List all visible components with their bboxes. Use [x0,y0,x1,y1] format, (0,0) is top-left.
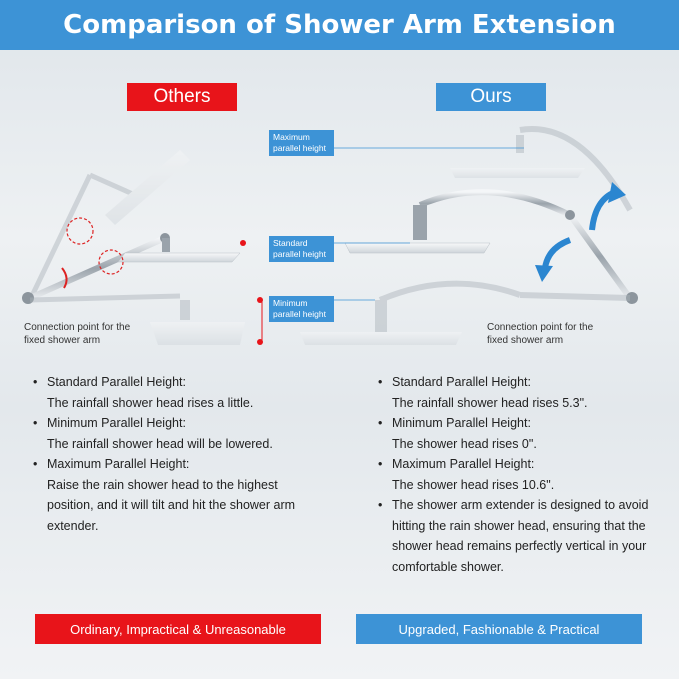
list-item: • Standard Parallel Height: The rainfall shower head rises 5.3". [378,372,658,413]
others-verdict-banner: Ordinary, Impractical & Unreasonable [35,614,321,644]
ours-verdict-banner: Upgraded, Fashionable & Practical [356,614,642,644]
list-item: • Minimum Parallel Height: The shower head rises 0". [378,413,658,454]
right-connection-caption: Connection point for the fixed shower arm [487,322,594,346]
list-item: • Maximum Parallel Height: Raise the rain shower head to the highest position, and it will tilt and hit the shower arm extender. [33,454,323,536]
list-item: • Minimum Parallel Height: The rainfall shower head will be lowered. [33,413,323,454]
list-item: • Standard Parallel Height: The rainfall shower head rises a little. [33,372,323,413]
others-feature-list [33,372,323,536]
others-faded-max-arm [30,150,190,300]
tag-min-parallel-height: Minimum parallel height [269,296,334,322]
page-title: Comparison of Shower Arm Extension [0,0,679,50]
list-item: • The shower arm extender is designed to avoid hitting the rain shower head, ensuring that the shower head remains perfectly vertical in your comfortable shower. [378,495,658,577]
others-label: Others [127,83,237,111]
left-connection-caption: Connection point for the fixed shower arm [24,322,131,346]
joint-highlight-upper [67,218,93,244]
ours-feature-list [378,372,658,577]
ours-label: Ours [436,83,546,111]
tag-standard-parallel-height: Standard parallel height [269,236,334,262]
tag-max-parallel-height: Maximum parallel height [269,130,334,156]
list-item: • Maximum Parallel Height: The shower head rises 10.6". [378,454,658,495]
down-arrow-icon [545,240,570,268]
